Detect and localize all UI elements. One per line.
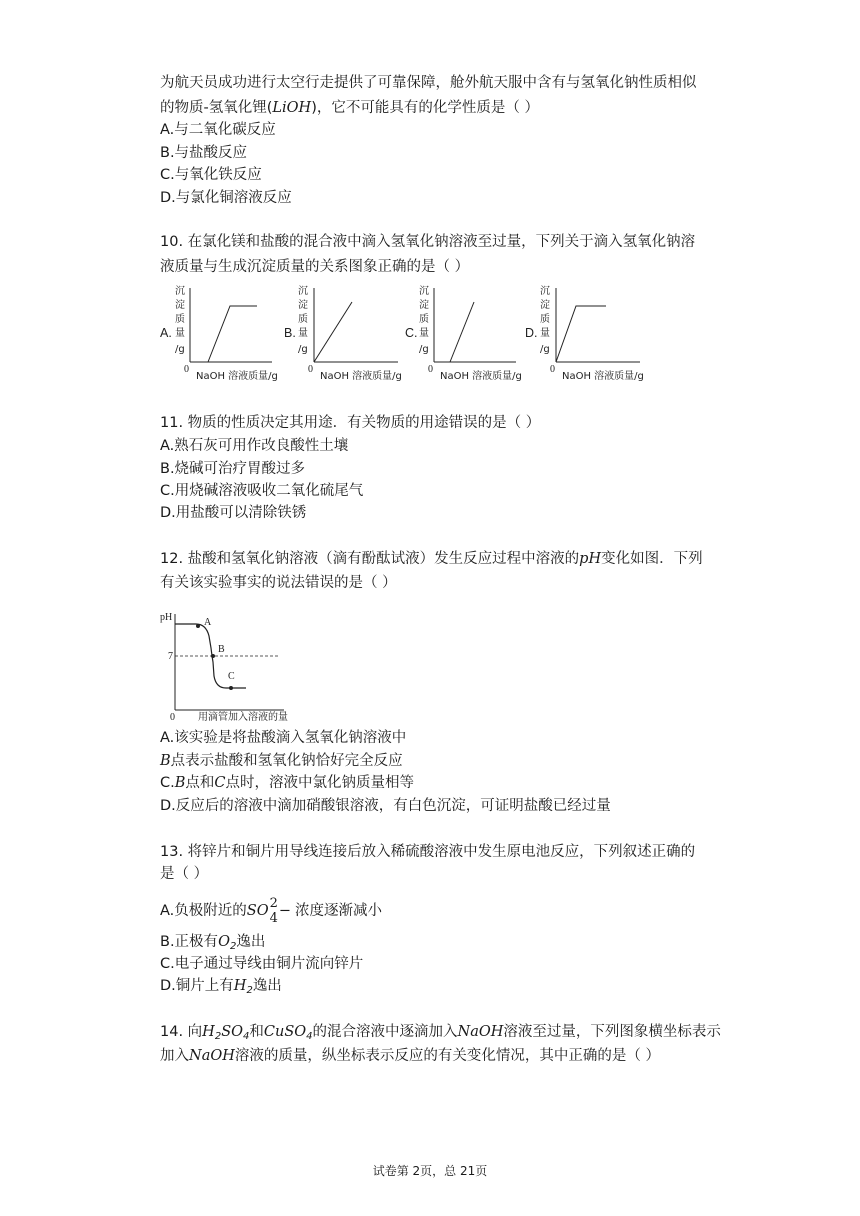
- svg-text:0: 0: [550, 364, 555, 375]
- svg-text:0: 0: [170, 712, 175, 723]
- svg-text:淀: 淀: [419, 300, 429, 311]
- q13-line-1: 13. 将锌片和铜片用导线连接后放入稀硫酸溶液中发生原电池反应，下列叙述正确的: [160, 844, 696, 860]
- svg-text:沉: 沉: [540, 286, 550, 297]
- graph-c-label: C.: [405, 326, 418, 340]
- q12-option-b: B点表示盐酸和氢氧化钠恰好完全反应: [160, 753, 403, 769]
- svg-text:/g: /g: [175, 344, 185, 355]
- svg-text:质: 质: [540, 314, 550, 325]
- svg-text:质: 质: [419, 314, 429, 325]
- q12-line-2: 有关该实验事实的说法错误的是（ ）: [160, 575, 397, 591]
- page-footer: 试卷第 2页，总 21页: [372, 1164, 488, 1178]
- svg-text:量: 量: [175, 328, 185, 339]
- ph-axis-label: pH: [160, 612, 173, 623]
- q11-line-1: 11. 物质的性质决定其用途．有关物质的用途错误的是（ ）: [160, 415, 541, 431]
- svg-text:7: 7: [168, 651, 173, 662]
- q9-option-a: A.与二氧化碳反应: [160, 122, 276, 138]
- q11-option-a: A.熟石灰可用作改良酸性土壤: [160, 438, 349, 454]
- q11-option-c: C.用烧碱溶液吸收二氧化硫尾气: [160, 483, 364, 499]
- svg-text:/g: /g: [540, 344, 550, 355]
- graph-b-label: B.: [284, 326, 296, 340]
- formula-lioh: LiOH: [272, 100, 312, 116]
- q13-option-c: C.电子通过导线由铜片流向锌片: [160, 956, 364, 972]
- svg-text:0: 0: [184, 364, 189, 375]
- q12-option-a: A.该实验是将盐酸滴入氢氧化钠溶液中: [160, 730, 407, 746]
- q13-option-d: D.铜片上有$H_2$逸出: [160, 978, 282, 996]
- svg-text:沉: 沉: [419, 286, 429, 297]
- svg-text:0: 0: [308, 364, 313, 375]
- q10-line-1: 10. 在氯化镁和盐酸的混合液中滴入氢氧化钠溶液至过量，下列关于滴入氢氧化钠溶: [160, 234, 696, 250]
- q14-line-2: 加入NaOH溶液的质量，纵坐标表示反应的有关变化情况，其中正确的是（ ）: [160, 1048, 660, 1064]
- q10-graph-d: [525, 285, 644, 382]
- svg-text:沉: 沉: [298, 286, 308, 297]
- q12-option-c: C.B点和C点时，溶液中氯化钠质量相等: [160, 775, 414, 791]
- graph-a-label: A.: [160, 326, 172, 340]
- q14-line-1: 14. 向$H_2SO_4$和CuSO$_4$的混合溶液中逐滴加入NaOH溶液至过量，下列图象横坐标表示: [160, 1024, 721, 1042]
- q13-option-a: A.负极附近的SO 2 4 − 浓度逐渐减小: [160, 896, 383, 926]
- svg-text:C: C: [228, 671, 235, 682]
- svg-text:用滴管加入溶液的量: 用滴管加入溶液的量: [198, 712, 288, 723]
- q13-option-b: B.正极有$O_2$逸出: [160, 934, 266, 952]
- svg-text:量: 量: [540, 328, 550, 339]
- q9-option-c: C.与氧化铁反应: [160, 167, 262, 183]
- graph-d-label: D.: [525, 326, 538, 340]
- svg-text:NaOH 溶液质量/g: NaOH 溶液质量/g: [196, 371, 278, 382]
- svg-text:量: 量: [419, 328, 429, 339]
- q11-option-d: D.用盐酸可以清除铁锈: [160, 505, 307, 521]
- svg-text:NaOH 溶液质量/g: NaOH 溶液质量/g: [440, 371, 522, 382]
- q9-option-d: D.与氯化铜溶液反应: [160, 190, 292, 206]
- svg-text:质: 质: [298, 314, 308, 325]
- svg-text:B: B: [218, 644, 225, 655]
- svg-text:/g: /g: [419, 344, 429, 355]
- svg-text:/g: /g: [298, 344, 308, 355]
- q10-graph-c: [405, 285, 522, 382]
- q11-option-b: B.烧碱可治疗胃酸过多: [160, 461, 306, 477]
- q10-graph-a: [160, 285, 278, 382]
- svg-text:0: 0: [428, 364, 433, 375]
- svg-text:沉: 沉: [175, 286, 185, 297]
- q9-line-2: 的物质-氢氧化锂(LiOH)，它不可能具有的化学性质是（ ）: [160, 100, 539, 116]
- svg-text:淀: 淀: [175, 300, 185, 311]
- svg-text:量: 量: [298, 328, 308, 339]
- svg-text:淀: 淀: [298, 300, 308, 311]
- q12-line-1: 12. 盐酸和氢氧化钠溶液（滴有酚酞试液）发生反应过程中溶液的pH变化如图．下列: [160, 551, 703, 567]
- q12-option-d: D.反应后的溶液中滴加硝酸银溶液，有白色沉淀，可证明盐酸已经过量: [160, 798, 611, 814]
- q10-graphs: [160, 282, 660, 384]
- svg-text:NaOH 溶液质量/g: NaOH 溶液质量/g: [562, 371, 644, 382]
- svg-text:A: A: [204, 617, 212, 628]
- q10-line-2: 液质量与生成沉淀质量的关系图象正确的是（ ）: [160, 259, 470, 275]
- q13-line-2: 是（ ）: [160, 866, 209, 882]
- svg-text:淀: 淀: [540, 300, 550, 311]
- q9-option-b: B.与盐酸反应: [160, 145, 248, 161]
- q10-graph-b: [284, 285, 402, 382]
- q9-line-1: 为航天员成功进行太空行走提供了可靠保障，舱外航天服中含有与氢氧化钠性质相似: [160, 75, 697, 91]
- svg-text:NaOH 溶液质量/g: NaOH 溶液质量/g: [320, 371, 402, 382]
- q12-ph-graph: [158, 606, 288, 724]
- formula-ph: pH: [579, 551, 602, 567]
- svg-text:质: 质: [175, 314, 185, 325]
